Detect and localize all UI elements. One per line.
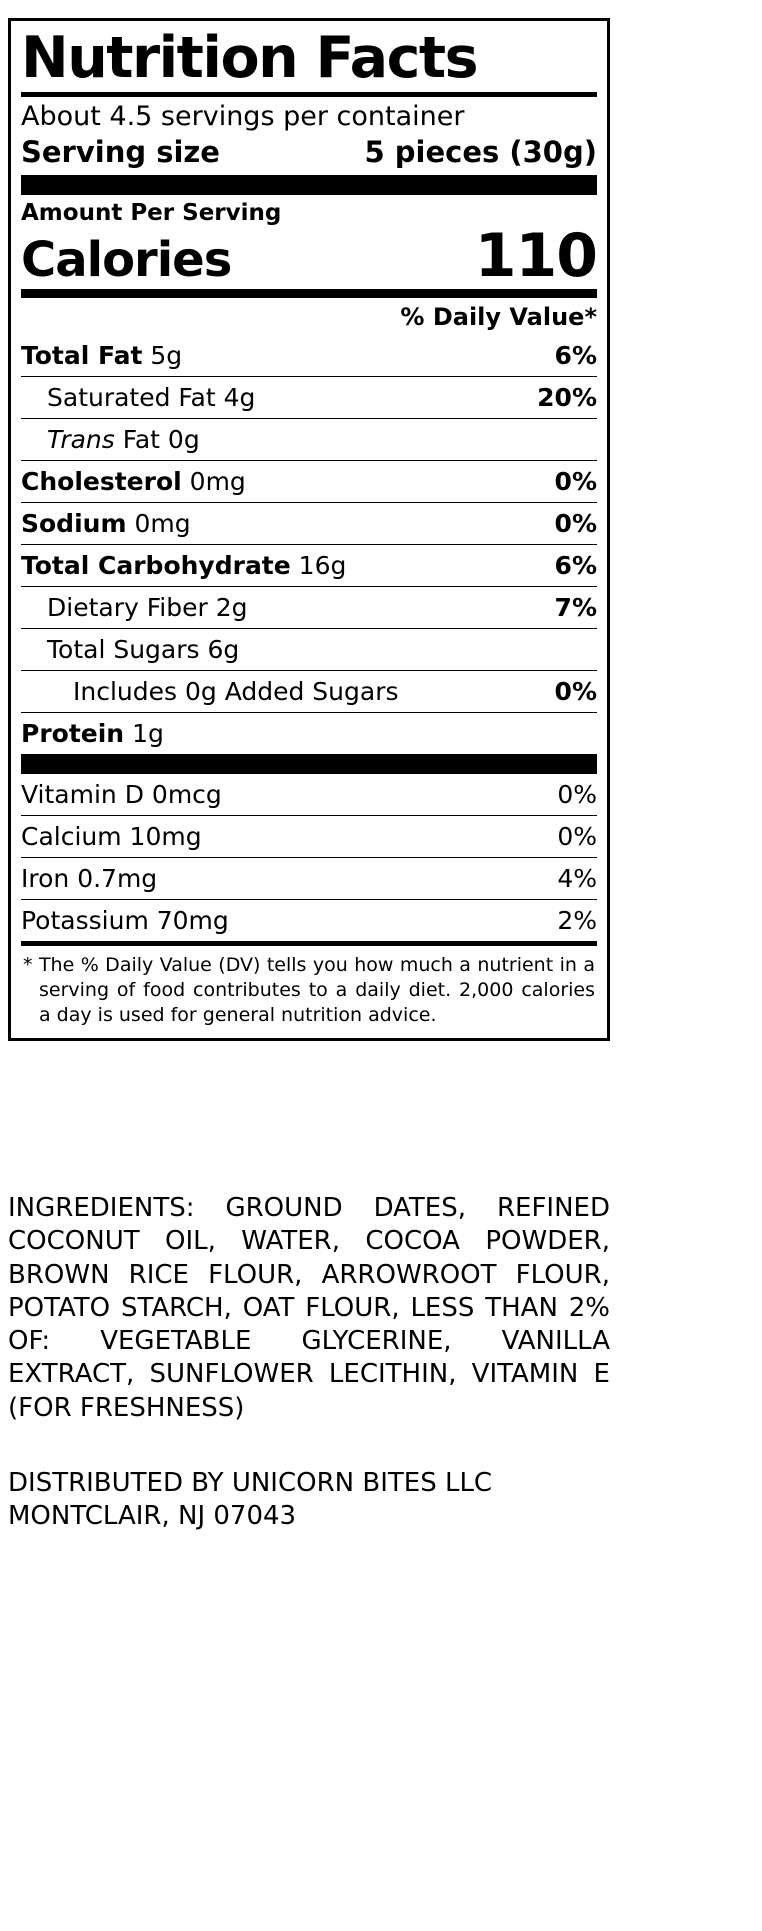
calories-row — [21, 220, 597, 291]
table-row — [21, 774, 597, 815]
table-row — [21, 460, 597, 502]
nutrient-dv: 7% — [554, 592, 597, 622]
vitamin-dv: 4% — [557, 863, 597, 893]
vitamin-dv: 0% — [557, 779, 597, 809]
nutrient-name: Dietary Fiber 2g — [47, 592, 248, 622]
nutrient-dv: 6% — [554, 550, 597, 580]
table-row — [21, 376, 597, 418]
table-row — [21, 418, 597, 460]
vitamin-name: Iron 0.7mg — [21, 863, 158, 893]
nutrient-name: Total Carbohydrate 16g — [21, 550, 347, 580]
nutrient-name: Saturated Fat 4g — [47, 382, 256, 412]
table-row — [21, 628, 597, 670]
nutrient-rows — [21, 335, 597, 754]
nutrient-amount: 2g — [215, 592, 248, 622]
nutrient-name: Protein 1g — [21, 718, 164, 748]
nutrient-dv: 0% — [554, 676, 597, 706]
vitamin-name: Potassium 70mg — [21, 905, 229, 935]
table-row — [21, 712, 597, 754]
footnote-text: * The % Daily Value (DV) tells you how much a nutrient in a serving of food contributes to a daily diet. 2,000 calories a day is used for general nutrition advice. — [23, 953, 595, 1026]
nutrient-amount: 0mg — [134, 508, 191, 538]
nutrient-amount: 6g — [207, 634, 240, 664]
nutrient-dv: 0% — [554, 466, 597, 496]
distributor-line-1: DISTRIBUTED BY UNICORN BITES LLC — [8, 1468, 493, 1498]
vitamin-rows — [21, 774, 597, 941]
table-row — [21, 857, 597, 899]
nutrient-name: Trans Fat 0g — [47, 424, 200, 454]
nutrient-dv: 6% — [554, 340, 597, 370]
distributor-line-2: MONTCLAIR, NJ 07043 — [8, 1501, 297, 1532]
nutrient-amount: 0mg — [189, 466, 246, 496]
serving-size-value: 5 pieces (30g) — [364, 134, 597, 169]
nutrient-dv: 20% — [537, 382, 597, 412]
table-row — [21, 586, 597, 628]
footnote-star: * — [23, 953, 33, 976]
daily-value-header: % Daily Value* — [400, 302, 597, 331]
nutrient-amount: 5g — [150, 340, 183, 370]
vitamin-name: Vitamin D 0mcg — [21, 779, 222, 809]
nutrient-name: Cholesterol 0mg — [21, 466, 246, 496]
serving-divider-thick — [21, 175, 597, 195]
table-row — [21, 815, 597, 857]
vitamin-dv: 2% — [557, 905, 597, 935]
nutrient-amount: 1g — [132, 718, 164, 748]
nutrient-name: Total Sugars 6g — [47, 634, 240, 664]
table-row — [21, 335, 597, 376]
nutrient-name: Total Fat 5g — [21, 340, 183, 370]
table-row — [21, 502, 597, 544]
nutrient-amount: 4g — [223, 382, 256, 412]
table-row — [21, 670, 597, 712]
nutrition-facts-panel — [8, 18, 610, 1041]
distributor-block — [8, 1467, 610, 1534]
nutrient-name: Includes 0g Added Sugars — [73, 676, 399, 706]
nutrient-amount: 16g — [298, 550, 347, 580]
vitamin-dv: 0% — [557, 821, 597, 851]
table-row — [21, 899, 597, 941]
amount-per-serving-label: Amount Per Serving — [21, 199, 282, 226]
serving-size-label: Serving size — [21, 134, 220, 169]
daily-value-footnote — [21, 946, 597, 1030]
nutrient-amount: Fat 0g — [122, 424, 200, 454]
serving-size-row — [21, 134, 597, 175]
vitamin-name: Calcium 10mg — [21, 821, 202, 851]
table-row — [21, 544, 597, 586]
nutrient-name: Sodium 0mg — [21, 508, 191, 538]
nutrition-facts-title: Nutrition Facts — [21, 25, 478, 91]
calories-value: 110 — [474, 220, 597, 291]
calories-label: Calories — [21, 232, 232, 289]
vitamins-divider-thick — [21, 754, 597, 774]
ingredients-text: INGREDIENTS: GROUND DATES, REFINED COCONUT OIL, WATER, COCOA POWDER, BROWN RICE FLOUR, ARROWROOT FLOUR, POTATO STARCH, OAT FLOUR, LESS THAN 2% OF: VEGETABLE GLYCERINE, VANILLA EXTRACT, SUNFLOWER LECITHIN, VITAMIN E (FOR FRESHNESS) — [8, 1193, 610, 1423]
servings-per-container: About 4.5 servings per container — [21, 100, 465, 132]
nutrient-dv: 0% — [554, 508, 597, 538]
